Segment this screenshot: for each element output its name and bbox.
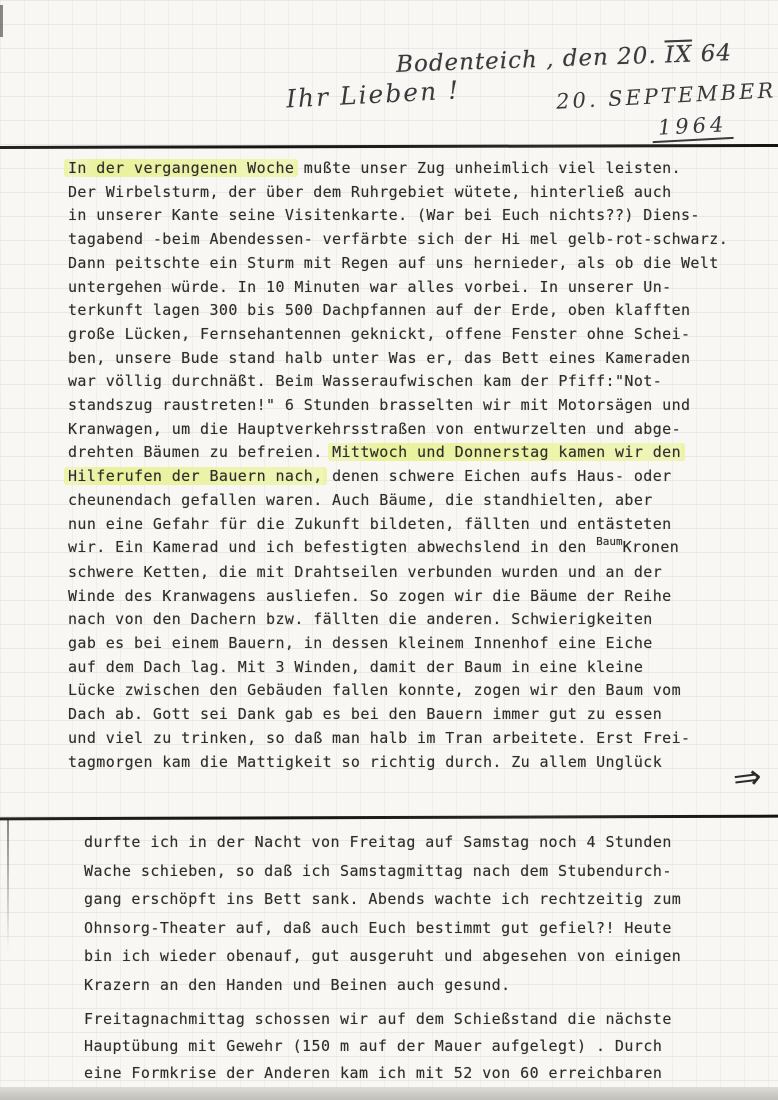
text-segment: durfte ich in der Nacht von Freitag auf Samstag noch 4 Stunden — [84, 833, 672, 851]
text-line — [68, 656, 728, 680]
text-line — [68, 157, 728, 181]
highlighted-text: In der vergangenen Woche — [68, 159, 295, 177]
text-line — [68, 418, 728, 442]
text-segment: tagabend -beim Abendessen- verfärbte sich der Hi mel gelb-rot-schwarz. — [68, 230, 729, 249]
text-line — [68, 323, 728, 347]
continuation-arrow-icon: ⇒ — [730, 756, 764, 800]
text-segment: nach von den Dachern bzw. fällten die anderen. Schwierigkeiten — [68, 610, 653, 629]
text-segment: Kronen — [622, 538, 680, 557]
text-line — [396, 38, 733, 80]
text-line — [68, 679, 728, 703]
text-segment: 64 — [692, 40, 733, 68]
text-segment: Ohnsorg-Theater auf, daß auch Euch bestimmt gut gefiel?! Heute — [84, 918, 672, 937]
text-segment: standszug raustreten!" 6 Stunden brasselten wir mit Motorsägen und — [68, 396, 691, 415]
text-segment: Kranwagen, um die Hauptverkehrsstraßen von entwurzelten und abge- — [68, 419, 681, 438]
text-line — [68, 228, 728, 252]
text-line — [68, 181, 728, 205]
text-line — [68, 561, 728, 585]
text-line — [68, 299, 728, 323]
text-line — [84, 1033, 672, 1060]
handwritten-date-month: 20. SEPTEMBER — [555, 78, 777, 114]
highlighted-text: Hilferufen der Bauern nach, — [68, 467, 323, 486]
text-segment: untergehen würde. In 10 Minuten war alles vorbei. In unserer Un- — [68, 277, 672, 296]
text-line — [84, 914, 681, 943]
text-segment: Der Wirbelsturm, der über dem Ruhrgebiet wütete, hinterließ auch — [68, 182, 672, 201]
text-segment: $\overline{IX}$ — [664, 41, 693, 69]
text-segment: schwere Ketten, die mit Drahtseilen verbunden wurden und an der — [68, 562, 663, 581]
text-line — [68, 632, 728, 656]
page-divider-rule — [0, 815, 778, 821]
text-segment: drehten Bäumen zu befreien. — [68, 443, 333, 462]
text-segment: terkunft lagen 300 bis 500 Dachpfannen auf der Erde, oben klafften — [68, 301, 691, 320]
text-segment: Winde des Kranwagens ausliefen. So zogen wir die Bäume der Reihe — [68, 586, 672, 605]
text-segment: auf dem Dach lag. Mit 3 Winden, damit der Baum in eine kleine — [68, 657, 644, 676]
text-segment: Krazern an den Handen und Beinen auch gesund. — [84, 975, 511, 994]
text-line — [68, 441, 728, 465]
text-segment: große Lücken, Fernsehantennen geknickt, offene Fenster ohne Schei- — [68, 324, 691, 343]
text-line — [84, 857, 681, 886]
text-segment: Wache schieben, so daß ich Samstagmittag nach dem Stubendurch- — [84, 861, 672, 880]
text-line — [68, 370, 728, 394]
scan-edge-artifact — [0, 5, 3, 37]
text-line — [68, 204, 728, 228]
text-segment: tagmorgen kam die Mattigkeit so richtig durch. Zu allem Unglück — [68, 752, 663, 771]
text-segment: mußte unser Zug unheimlich viel leisten. — [294, 159, 682, 177]
text-line — [68, 489, 728, 513]
text-segment: und viel zu trinken, so daß man halb im Tran arbeitete. Erst Frei- — [68, 728, 691, 747]
text-segment: gang erschöpft ins Bett sank. Abends wachte ich rechtzeitig zum — [84, 890, 682, 908]
handwritten-salutation: Ihr Lieben ! — [285, 75, 461, 114]
text-segment: bin ich wieder obenauf, gut ausgeruht und abgesehen von einigen — [84, 947, 682, 965]
highlighted-text: Mittwoch und Donnerstag kamen wir den — [332, 443, 682, 462]
text-line — [68, 751, 728, 775]
text-segment: gab es bei einem Bauern, in dessen kleinem Innenhof eine Eiche — [68, 634, 653, 653]
text-line — [84, 1060, 672, 1087]
text-line — [84, 942, 681, 971]
text-line — [84, 828, 681, 857]
text-line — [68, 513, 728, 537]
text-line — [68, 276, 728, 300]
text-line — [68, 585, 728, 609]
text-line — [84, 971, 681, 1000]
text-segment: nun eine Gefahr für die Zukunft bildeten, fällten und entästeten — [68, 514, 672, 533]
text-line — [68, 252, 728, 276]
text-segment: ben, unsere Bude stand halb unter Was er, das Bett eines Kameraden — [68, 348, 691, 367]
text-segment: eine Formkrise der Anderen kam ich mit 52 von 60 erreichbaren — [84, 1064, 663, 1082]
text-segment: Hauptübung mit Gewehr (150 m auf der Mauer aufgelegt) . Durch — [84, 1037, 663, 1055]
text-line — [68, 394, 728, 418]
text-segment: Dann peitschte ein Sturm mit Regen auf uns hernieder, als ob die Welt — [68, 253, 719, 272]
text-line — [84, 885, 681, 914]
text-line — [68, 465, 728, 489]
text-line — [84, 1006, 672, 1033]
handwritten-dateline — [396, 38, 733, 80]
page2-left-edge-artifact — [7, 820, 9, 950]
text-segment: denen schwere Eichen aufs Haus- oder — [322, 467, 672, 486]
page-top-rule — [0, 144, 778, 149]
text-segment: in unserer Kante seine Visitenkarte. (War bei Euch nichts??) Diens- — [68, 206, 700, 225]
letter-body-page2-paragraph1 — [84, 828, 681, 999]
text-line — [68, 703, 728, 727]
text-line — [68, 536, 728, 561]
letter-body-page1 — [68, 157, 728, 774]
handwritten-date-year: 1964 — [651, 112, 734, 143]
text-segment: wir. Ein Kamerad und ich befestigten abwechslend in den — [68, 538, 597, 557]
letter-body-page2-paragraph2 — [84, 1006, 672, 1100]
text-segment: cheunendach gefallen waren. Auch Bäume, die standhielten, aber — [68, 490, 653, 509]
text-segment: war völlig durchnäßt. Beim Wasseraufwischen kam der Pfiff:"Not- — [68, 372, 663, 391]
text-segment: Dach ab. Gott sei Dank gab es bei den Bauern immer gut zu essen — [68, 705, 663, 724]
text-line — [68, 727, 728, 751]
text-segment: Lücke zwischen den Gebäuden fallen konnte, zogen wir den Baum vom — [68, 681, 681, 700]
text-segment: Freitagnachmittag schossen wir auf dem Schießstand die nächste — [84, 1010, 672, 1028]
typed-insertion: Baum — [596, 535, 623, 549]
text-segment: Bodenteich , den 20. — [395, 42, 666, 78]
text-line — [68, 347, 728, 371]
scan-bottom-edge — [0, 1087, 778, 1100]
text-line — [68, 608, 728, 632]
